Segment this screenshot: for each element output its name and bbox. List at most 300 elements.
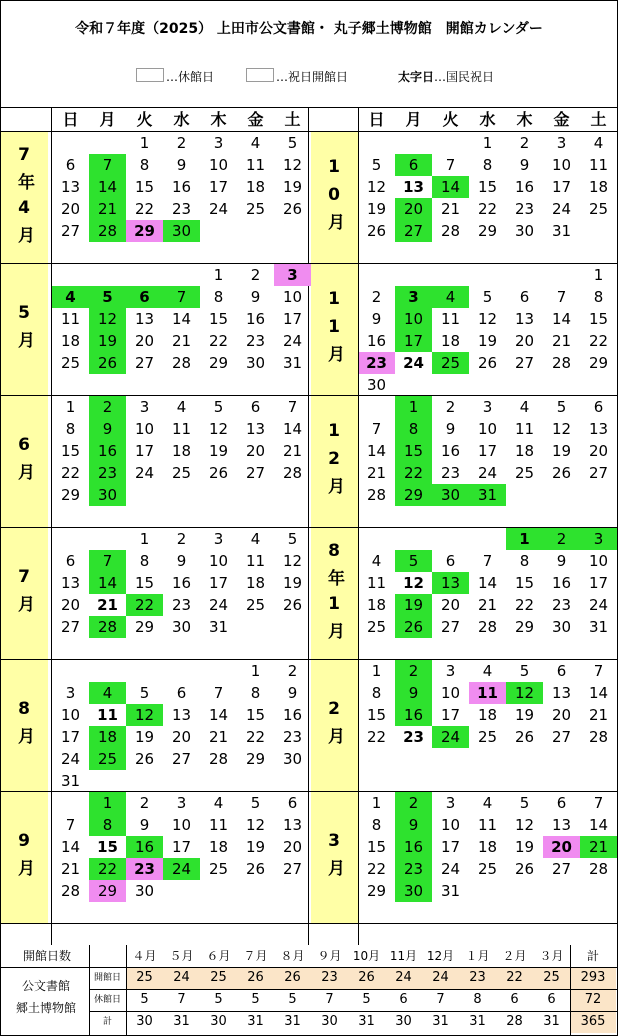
- day-cell: 17: [395, 330, 432, 352]
- day-cell: 3: [213, 530, 224, 548]
- day-cell: 23: [358, 352, 395, 374]
- day-cell: 29: [89, 880, 126, 902]
- weekday-header-right-0: 日: [368, 110, 385, 129]
- day-cell: 26: [366, 222, 387, 240]
- day-cell: 3: [580, 528, 617, 550]
- grid-vline: [126, 945, 127, 1035]
- day-cell: 11: [97, 706, 118, 724]
- day-cell: 20: [134, 332, 155, 350]
- day-cell: 12: [477, 310, 498, 328]
- day-cell: 4: [482, 794, 493, 812]
- day-cell: 17: [208, 178, 229, 196]
- day-cell: 16: [395, 704, 432, 726]
- day-cell: 25: [514, 464, 535, 482]
- day-cell: 9: [395, 682, 432, 704]
- day-cell: 19: [282, 178, 303, 196]
- stats-value: 24: [385, 967, 422, 989]
- day-cell: 13: [245, 420, 266, 438]
- day-cell: 29: [477, 222, 498, 240]
- day-cell: 31: [440, 882, 461, 900]
- day-cell: 13: [60, 178, 81, 196]
- day-cell: 23: [440, 464, 461, 482]
- day-cell: 7: [371, 420, 382, 438]
- stats-value: 8: [473, 992, 482, 1007]
- day-cell: 17: [208, 574, 229, 592]
- day-cell: 11: [245, 552, 266, 570]
- day-cell: 17: [60, 728, 81, 746]
- day-cell: 27: [171, 750, 192, 768]
- day-cell: 16: [514, 178, 535, 196]
- day-cell: 15: [134, 574, 155, 592]
- day-cell: 30: [432, 484, 469, 506]
- stats-month-header: 12月: [426, 949, 455, 963]
- stats-value: 7: [177, 992, 186, 1007]
- day-cell: 23: [171, 200, 192, 218]
- day-cell: 22: [395, 462, 432, 484]
- day-cell: 29: [588, 354, 609, 372]
- stats-value: 30: [321, 1014, 338, 1029]
- weekday-header-right-6: 土: [590, 110, 607, 129]
- day-cell: 19: [514, 838, 535, 856]
- stats-value: 6: [510, 992, 519, 1007]
- day-cell: 28: [60, 882, 81, 900]
- day-cell: 11: [440, 310, 461, 328]
- stats-header-label: 開館日数: [22, 949, 71, 963]
- day-cell: 4: [371, 552, 382, 570]
- day-cell: 20: [171, 728, 192, 746]
- day-cell: 14: [60, 838, 81, 856]
- month-label-right-4: [311, 660, 358, 791]
- day-cell: 26: [551, 464, 572, 482]
- day-cell: 28: [588, 728, 609, 746]
- day-cell: 20: [588, 442, 609, 460]
- day-cell: 15: [514, 574, 535, 592]
- legend-closed-label: …休館日: [166, 70, 215, 84]
- day-cell: 25: [245, 200, 266, 218]
- day-cell: 10: [282, 288, 303, 306]
- month-label-text: 11月: [324, 289, 344, 370]
- day-cell: 4: [482, 662, 493, 680]
- day-cell: 21: [171, 332, 192, 350]
- day-cell: 17: [134, 442, 155, 460]
- day-cell: 7: [482, 552, 493, 570]
- day-cell: 22: [245, 728, 266, 746]
- day-cell: 11: [514, 420, 535, 438]
- day-cell: 11: [60, 310, 81, 328]
- day-cell: 2: [543, 528, 580, 550]
- day-cell: 25: [245, 596, 266, 614]
- day-cell: 17: [440, 838, 461, 856]
- day-cell: 21: [282, 442, 303, 460]
- day-cell: 11: [477, 816, 498, 834]
- stats-org-line2: 郷土博物館: [15, 1001, 76, 1015]
- day-cell: 9: [176, 156, 187, 174]
- month-label-left-1: [1, 264, 48, 395]
- day-cell: 4: [176, 398, 187, 416]
- day-cell: 20: [514, 332, 535, 350]
- stats-value: 24: [163, 967, 200, 989]
- day-cell: 30: [163, 220, 200, 242]
- day-cell: 10: [477, 420, 498, 438]
- day-cell: 7: [556, 288, 567, 306]
- month-label-left-5: [1, 792, 48, 923]
- stats-value: 26: [237, 967, 274, 989]
- day-cell: 3: [482, 398, 493, 416]
- day-cell: 25: [432, 352, 469, 374]
- day-cell: 30: [282, 750, 303, 768]
- day-cell: 24: [477, 464, 498, 482]
- day-cell: 16: [171, 574, 192, 592]
- day-cell: 5: [519, 662, 530, 680]
- day-cell: 6: [445, 552, 456, 570]
- day-cell: 9: [139, 816, 150, 834]
- day-cell: 1: [65, 398, 76, 416]
- month-label-text: 9月: [14, 831, 34, 884]
- day-cell: 22: [60, 464, 81, 482]
- stats-value: 5: [288, 992, 297, 1007]
- day-cell: 28: [171, 354, 192, 372]
- day-cell: 9: [395, 814, 432, 836]
- day-cell: 15: [366, 838, 387, 856]
- day-cell: 27: [134, 354, 155, 372]
- month-label-text: 6月: [14, 435, 34, 488]
- day-cell: 11: [245, 156, 266, 174]
- stats-month-header: １月: [465, 949, 490, 963]
- day-cell: 9: [445, 420, 456, 438]
- day-cell: 19: [366, 200, 387, 218]
- day-cell: 8: [89, 814, 126, 836]
- day-cell: 5: [482, 288, 493, 306]
- day-cell: 15: [97, 838, 118, 856]
- day-cell: 22: [514, 596, 535, 614]
- month-label-left-2: [1, 396, 48, 527]
- day-cell: 6: [593, 398, 604, 416]
- day-cell: 13: [282, 816, 303, 834]
- day-cell: 5: [371, 156, 382, 174]
- day-cell: 21: [366, 464, 387, 482]
- day-cell: 23: [89, 462, 126, 484]
- day-cell: 23: [403, 728, 424, 746]
- day-cell: 31: [282, 354, 303, 372]
- day-cell: 23: [126, 858, 163, 880]
- stats-month-header: ６月: [206, 949, 231, 963]
- day-cell: 11: [366, 574, 387, 592]
- grid-vline: [89, 945, 90, 1035]
- day-cell: 10: [171, 816, 192, 834]
- day-cell: 26: [89, 352, 126, 374]
- day-cell: 14: [208, 706, 229, 724]
- day-cell: 21: [477, 596, 498, 614]
- day-cell: 24: [551, 200, 572, 218]
- day-cell: 7: [89, 550, 126, 572]
- month-label-right-3: [311, 528, 358, 659]
- stats-value: 30: [136, 1014, 153, 1029]
- day-cell: 27: [588, 464, 609, 482]
- day-cell: 21: [588, 706, 609, 724]
- day-cell: 8: [65, 420, 76, 438]
- day-cell: 13: [551, 684, 572, 702]
- day-cell: 26: [282, 596, 303, 614]
- day-cell: 14: [588, 684, 609, 702]
- day-cell: 1: [482, 134, 493, 152]
- day-cell: 10: [60, 706, 81, 724]
- day-cell: 6: [556, 794, 567, 812]
- day-cell: 23: [282, 728, 303, 746]
- day-cell: 4: [52, 286, 89, 308]
- stats-month-header: ２月: [502, 949, 527, 963]
- month-label-text: 8年1月: [324, 540, 344, 647]
- day-cell: 18: [245, 574, 266, 592]
- day-cell: 16: [89, 440, 126, 462]
- day-cell: 10: [395, 308, 432, 330]
- day-cell: 9: [250, 288, 261, 306]
- day-cell: 28: [588, 860, 609, 878]
- day-cell: 24: [282, 332, 303, 350]
- stats-value: 6: [547, 992, 556, 1007]
- stats-value: 28: [506, 1014, 523, 1029]
- day-cell: 8: [139, 552, 150, 570]
- day-cell: 16: [126, 836, 163, 858]
- stats-value: 31: [247, 1014, 264, 1029]
- month-label-right-0: [311, 132, 358, 263]
- day-cell: 16: [440, 442, 461, 460]
- stats-value: 22: [496, 967, 533, 989]
- day-cell: 14: [366, 442, 387, 460]
- day-cell: 8: [593, 288, 604, 306]
- day-cell: 22: [89, 858, 126, 880]
- month-label-text: 2月: [324, 699, 344, 752]
- day-cell: 2: [287, 662, 298, 680]
- day-cell: 12: [366, 178, 387, 196]
- day-cell: 14: [588, 816, 609, 834]
- stats-value: 26: [274, 967, 311, 989]
- day-cell: 7: [213, 684, 224, 702]
- stats-month-header: ９月: [317, 949, 342, 963]
- day-cell: 14: [282, 420, 303, 438]
- day-cell: 21: [440, 200, 461, 218]
- day-cell: 17: [588, 574, 609, 592]
- stats-month-header: 10月: [352, 949, 381, 963]
- stats-value: 26: [348, 967, 385, 989]
- day-cell: 19: [514, 706, 535, 724]
- stats-value: 31: [432, 1014, 449, 1029]
- grid-vline: [0, 0, 1, 1036]
- stats-value: 23: [311, 967, 348, 989]
- day-cell: 8: [250, 684, 261, 702]
- stats-value: 293: [570, 967, 616, 989]
- day-cell: 24: [432, 726, 469, 748]
- day-cell: 29: [208, 354, 229, 372]
- day-cell: 23: [171, 596, 192, 614]
- day-cell: 22: [366, 728, 387, 746]
- day-cell: 6: [65, 156, 76, 174]
- day-cell: 13: [588, 420, 609, 438]
- day-cell: 14: [551, 310, 572, 328]
- day-cell: 12: [89, 308, 126, 330]
- day-cell: 18: [245, 178, 266, 196]
- day-cell: 4: [250, 530, 261, 548]
- day-cell: 6: [65, 552, 76, 570]
- day-cell: 17: [171, 838, 192, 856]
- day-cell: 10: [208, 552, 229, 570]
- day-cell: 7: [287, 398, 298, 416]
- day-cell: 13: [60, 574, 81, 592]
- day-cell: 18: [477, 838, 498, 856]
- day-cell: 14: [89, 176, 126, 198]
- stats-month-header: 計: [586, 949, 599, 963]
- day-cell: 28: [282, 464, 303, 482]
- day-cell: 8: [139, 156, 150, 174]
- stats-value: 7: [325, 992, 334, 1007]
- day-cell: 26: [208, 464, 229, 482]
- day-cell: 25: [89, 748, 126, 770]
- day-cell: 24: [134, 464, 155, 482]
- day-cell: 17: [551, 178, 572, 196]
- day-cell: 5: [213, 398, 224, 416]
- day-cell: 12: [514, 816, 535, 834]
- day-cell: 12: [126, 704, 163, 726]
- stats-value: 30: [210, 1014, 227, 1029]
- day-cell: 14: [89, 572, 126, 594]
- day-cell: 15: [477, 178, 498, 196]
- day-cell: 22: [208, 332, 229, 350]
- day-cell: 28: [551, 354, 572, 372]
- day-cell: 27: [440, 618, 461, 636]
- day-cell: 16: [282, 706, 303, 724]
- day-cell: 18: [440, 332, 461, 350]
- day-cell: 22: [588, 332, 609, 350]
- day-cell: 16: [551, 574, 572, 592]
- day-cell: 19: [282, 574, 303, 592]
- day-cell: 23: [514, 200, 535, 218]
- day-cell: 2: [445, 398, 456, 416]
- day-cell: 20: [60, 200, 81, 218]
- day-cell: 4: [213, 794, 224, 812]
- day-cell: 27: [551, 860, 572, 878]
- day-cell: 5: [395, 550, 432, 572]
- month-label-left-4: [1, 660, 48, 791]
- day-cell: 4: [519, 398, 530, 416]
- stats-value: 5: [214, 992, 223, 1007]
- day-cell: 1: [506, 528, 543, 550]
- day-cell: 18: [588, 178, 609, 196]
- day-cell: 31: [208, 618, 229, 636]
- weekday-header-left-0: 日: [62, 110, 79, 129]
- day-cell: 28: [440, 222, 461, 240]
- day-cell: 10: [440, 684, 461, 702]
- day-cell: 9: [287, 684, 298, 702]
- day-cell: 7: [445, 156, 456, 174]
- day-cell: 15: [588, 310, 609, 328]
- day-cell: 23: [245, 332, 266, 350]
- day-cell: 9: [176, 552, 187, 570]
- day-cell: 2: [519, 134, 530, 152]
- day-cell: 18: [514, 442, 535, 460]
- day-cell: 1: [89, 792, 126, 814]
- day-cell: 21: [60, 860, 81, 878]
- month-label-text: 7月: [14, 567, 34, 620]
- day-cell: 27: [245, 464, 266, 482]
- day-cell: 30: [551, 618, 572, 636]
- day-cell: 10: [440, 816, 461, 834]
- day-cell: 21: [97, 596, 118, 614]
- day-cell: 29: [134, 618, 155, 636]
- day-cell: 12: [208, 420, 229, 438]
- day-cell: 2: [176, 530, 187, 548]
- day-cell: 28: [477, 618, 498, 636]
- day-cell: 29: [366, 882, 387, 900]
- day-cell: 2: [395, 660, 432, 682]
- day-cell: 4: [250, 134, 261, 152]
- stats-month-header: 11月: [389, 949, 418, 963]
- day-cell: 15: [245, 706, 266, 724]
- day-cell: 19: [477, 332, 498, 350]
- day-cell: 1: [250, 662, 261, 680]
- day-cell: 15: [208, 310, 229, 328]
- day-cell: 18: [60, 332, 81, 350]
- grid-hline: [0, 0, 618, 1]
- day-cell: 25: [171, 464, 192, 482]
- month-label-right-5: [311, 792, 358, 923]
- day-cell: 3: [395, 286, 432, 308]
- day-cell: 23: [395, 858, 432, 880]
- day-cell: 29: [395, 484, 432, 506]
- day-cell: 18: [171, 442, 192, 460]
- legend-bold-word: 太字日: [398, 70, 435, 84]
- stats-value: 31: [358, 1014, 375, 1029]
- day-cell: 9: [519, 156, 530, 174]
- day-cell: 24: [208, 596, 229, 614]
- day-cell: 7: [163, 286, 200, 308]
- day-cell: 23: [551, 596, 572, 614]
- day-cell: 3: [274, 264, 311, 286]
- day-cell: 26: [477, 354, 498, 372]
- day-cell: 29: [514, 618, 535, 636]
- stats-value: 25: [533, 967, 570, 989]
- day-cell: 18: [366, 596, 387, 614]
- day-cell: 29: [245, 750, 266, 768]
- day-cell: 13: [551, 816, 572, 834]
- month-label-right-1: [311, 264, 358, 395]
- stats-value: 31: [469, 1014, 486, 1029]
- day-cell: 26: [514, 728, 535, 746]
- day-cell: 6: [519, 288, 530, 306]
- day-cell: 21: [580, 836, 617, 858]
- day-cell: 29: [126, 220, 163, 242]
- grid-hline: [0, 263, 618, 264]
- day-cell: 26: [245, 860, 266, 878]
- day-cell: 5: [139, 684, 150, 702]
- day-cell: 24: [588, 596, 609, 614]
- day-cell: 26: [514, 860, 535, 878]
- weekday-header-left-4: 木: [210, 110, 227, 129]
- weekday-header-right-4: 木: [516, 110, 533, 129]
- grid-hline: [0, 923, 618, 924]
- day-cell: 20: [60, 596, 81, 614]
- day-cell: 11: [469, 682, 506, 704]
- month-label-text: 5月: [14, 303, 34, 356]
- stats-value: 7: [436, 992, 445, 1007]
- day-cell: 28: [89, 616, 126, 638]
- stats-value: 31: [284, 1014, 301, 1029]
- stats-value: 31: [543, 1014, 560, 1029]
- stats-month-header: ４月: [132, 949, 157, 963]
- stats-month-header: ７月: [243, 949, 268, 963]
- day-cell: 5: [250, 794, 261, 812]
- day-cell: 19: [134, 728, 155, 746]
- day-cell: 14: [171, 310, 192, 328]
- day-cell: 5: [287, 134, 298, 152]
